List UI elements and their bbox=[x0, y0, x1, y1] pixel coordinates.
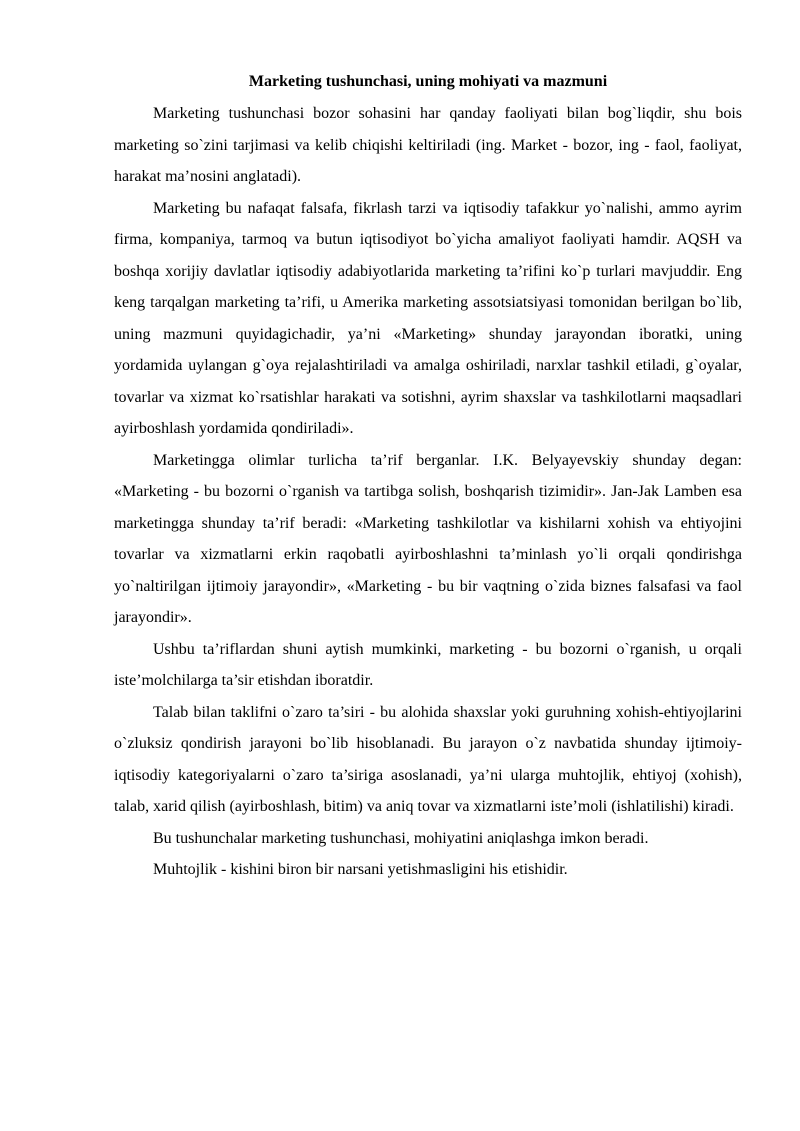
paragraph-5: Talab bilan taklifni o`zaro ta’siri - bu alohida shaxslar yoki guruhning xohish-ehtiyojlarini o`zluksiz qondirish jarayoni bo`lib hisoblanadi. Bu jarayon o`z navbatida shunday ijtimoiy-iqtisodiy kategoriyalarni o`zaro ta’siriga asoslanadi, ya’ni ularga muhtojlik, ehtiyoj (xohish), talab, xarid qilish (ayirboshlash, bitim) va aniq tovar va xizmatlarni iste’moli (ishlatilishi) kiradi. bbox=[114, 703, 742, 815]
paragraph-2: Marketing bu nafaqat falsafa, fikrlash tarzi va iqtisodiy tafakkur yo`nalishi, ammo ayrim firma, kompaniya, tarmoq va butun iqtisodiyot bo`yicha amaliyot faoliyati hamdir. AQSH va boshqa xorijiy davlatlar iqtisodiy adabiyotlarida marketing ta’rifini ko`p turlari mavjuddir. Eng keng tarqalgan marketing ta’rifi, u Amerika marketing assotsiatsiyasi tomonidan berilgan bo`lib, uning mazmuni quyidagichadir, ya’ni «Marketing» shunday jarayondan iboratki, uning yordamida uylangan g`oya rejalashtiriladi va amalga oshiriladi, narxlar tashkil etiladi, g`oyalar, tovarlar va xizmat ko`rsatishlar harakati va sotishni, ayrim shaxslar va tashkilotlarni maqsadlari ayirboshlash yordamida qondiriladi». bbox=[114, 199, 742, 437]
paragraph-3: Marketingga olimlar turlicha ta’rif berganlar. I.K. Belyayevskiy shunday degan: «Marketing - bu bozorni o`rganish va tartibga solish, boshqarish tizimidir». Jan-Jak Lamben esa marketingga shunday ta’rif beradi: «Marketing tashkilotlar va kishilarni xohish va ehtiyojini tovarlar va xizmatlarni erkin raqobatli ayirboshlashni ta’minlash yo`li orqali qondirishga yo`naltirilgan ijtimoiy jarayondir», «Marketing - bu bir vaqtning o`zida biznes falsafasi va faol jarayondir». bbox=[114, 451, 742, 626]
paragraph-4: Ushbu ta’riflardan shuni aytish mumkinki, marketing - bu bozorni o`rganish, u orqali iste’molchilarga ta’sir etishdan iboratdir. bbox=[114, 640, 742, 689]
paragraph-7: Muhtojlik - kishini biron bir narsani yetishmasligini his etishidir. bbox=[153, 861, 568, 878]
paragraph-1: Marketing tushunchasi bozor sohasini har qanday faoliyati bilan bog`liqdir, shu bois marketing so`zini tarjimasi va kelib chiqishi keltiriladi (ing. Market - bozor, ing - faol, faoliyat, harakat ma’nosini anglatadi). bbox=[114, 105, 742, 185]
document-title: Marketing tushunchasi, uning mohiyati va mazmuni bbox=[248, 73, 608, 90]
paragraph-6: Bu tushunchalar marketing tushunchasi, mohiyatini aniqlashga imkon beradi. bbox=[153, 829, 649, 847]
